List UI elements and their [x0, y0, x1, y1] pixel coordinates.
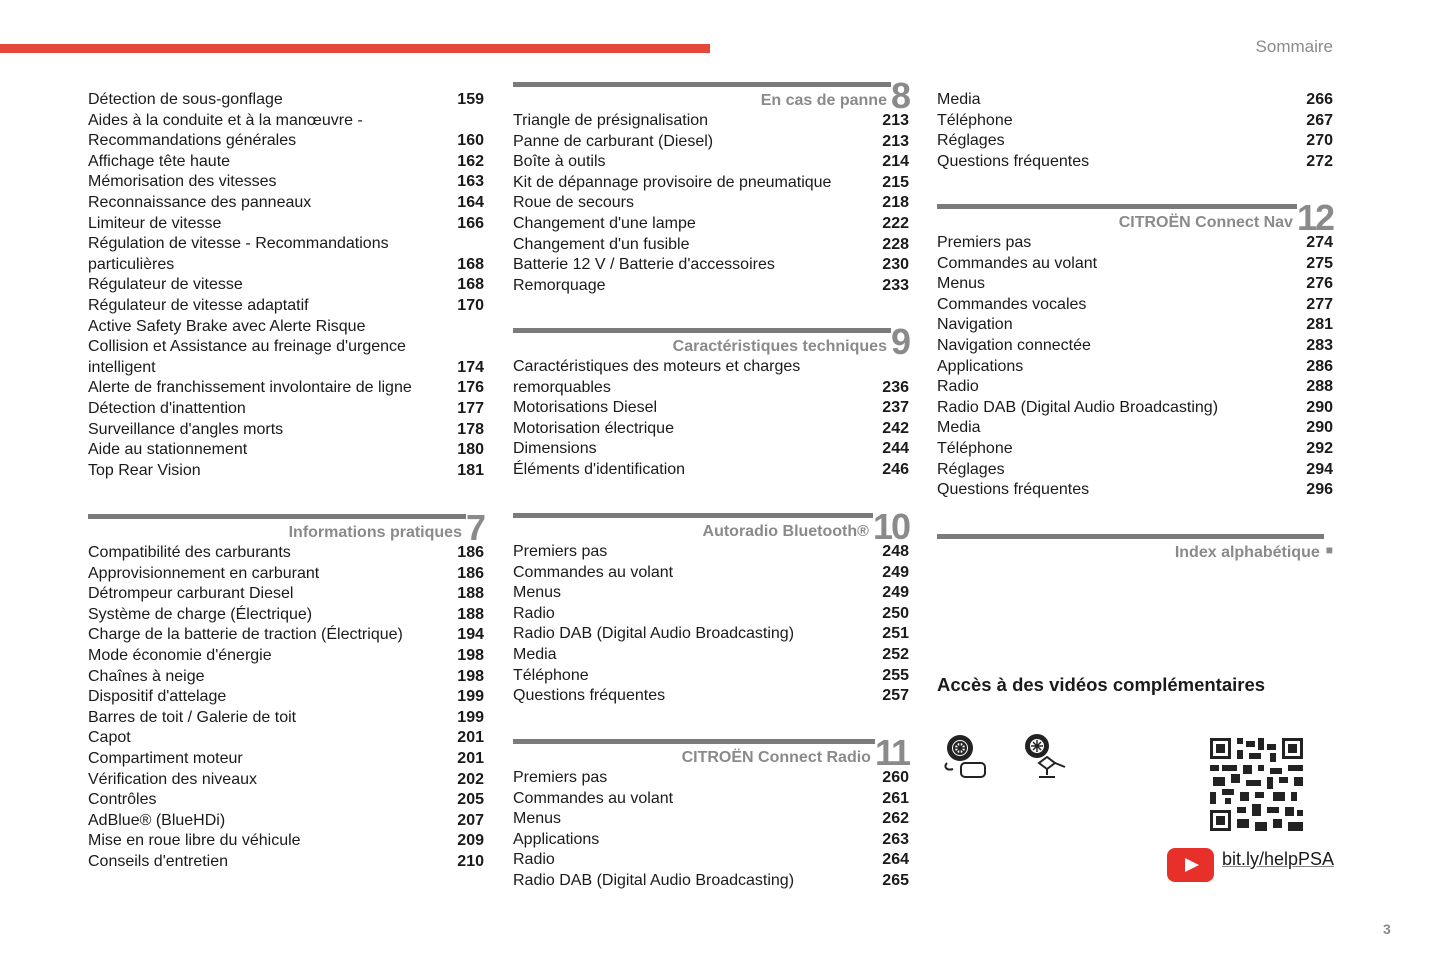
- toc-entry[interactable]: [937, 111, 1333, 132]
- toc-entry-page: 166: [457, 214, 484, 232]
- toc-entry-label: Aide au stationnement: [88, 441, 248, 459]
- toc-entry-label: Vérification des niveaux: [88, 770, 257, 788]
- section-title: CITROËN Connect Nav: [1118, 214, 1293, 231]
- toc-entry-page: 160: [457, 132, 484, 150]
- toc-entry[interactable]: [937, 152, 1333, 173]
- toc-entry-label: AdBlue® (BlueHDi): [88, 811, 226, 829]
- toc-entry-label: Menus: [937, 275, 986, 293]
- toc-entry-page: 202: [457, 770, 484, 788]
- toc-entry-page: 242: [882, 419, 909, 437]
- toc-entry-page: 286: [1306, 357, 1333, 375]
- toc-entry[interactable]: [88, 790, 484, 811]
- toc-entry[interactable]: [88, 749, 484, 770]
- toc-entry[interactable]: [513, 398, 909, 419]
- toc-entry[interactable]: [513, 583, 909, 604]
- toc-section-12: [937, 197, 1333, 501]
- section-header-left: [513, 82, 891, 111]
- toc-entry-label: Questions fréquentes: [513, 687, 666, 705]
- section-header-left: [513, 513, 873, 542]
- toc-entry-page: 201: [457, 749, 484, 767]
- toc-entry[interactable]: [88, 564, 484, 585]
- toc-entry-page: 248: [882, 543, 909, 560]
- toc-entry-label: Mode économie d'énergie: [88, 646, 272, 664]
- toc-entry-page: 180: [457, 441, 484, 459]
- section-title: Autoradio Bluetooth®: [702, 523, 869, 540]
- toc-entry-page: 207: [457, 811, 484, 829]
- toc-entry[interactable]: [88, 399, 484, 420]
- toc-entry[interactable]: [937, 90, 1333, 111]
- toc-entry-label: Radio: [513, 851, 555, 869]
- toc-entry[interactable]: [88, 667, 484, 688]
- toc-entry-label: Radio DAB (Digital Audio Broadcasting): [937, 398, 1219, 416]
- toc-entry-label: Caractéristiques des moteurs et charges: [513, 358, 801, 375]
- toc-entry[interactable]: [88, 852, 484, 873]
- toc-entry-page: 272: [1306, 152, 1333, 170]
- toc-section-10: [513, 506, 909, 707]
- toc-entry-label: Active Safety Brake avec Alerte Risque: [88, 317, 366, 335]
- page-section-label: Sommaire: [1255, 37, 1333, 56]
- toc-entry-label: Barres de toit / Galerie de toit: [88, 708, 297, 726]
- toc-entry-page: 281: [1306, 316, 1333, 334]
- toc-section-9: [513, 321, 909, 481]
- section-title: Informations pratiques: [288, 524, 462, 541]
- section-header: [937, 534, 1333, 563]
- toc-section-driving-aids: [88, 90, 484, 481]
- toc-entry[interactable]: [88, 234, 484, 255]
- toc-entry[interactable]: [513, 624, 909, 645]
- toc-entry-label: Système de charge (Électrique): [88, 605, 313, 623]
- toc-entry-label: Changement d'une lampe: [513, 214, 696, 232]
- toc-entry-page: 188: [457, 605, 484, 623]
- toc-entry-page: 164: [457, 193, 484, 211]
- toc-entry-page: 277: [1306, 295, 1333, 313]
- toc-entry[interactable]: [88, 625, 484, 646]
- toc-entry-label: Détrompeur carburant Diesel: [88, 585, 294, 603]
- toc-entry[interactable]: [88, 296, 484, 317]
- toc-entry-page: 159: [457, 91, 484, 108]
- toc-entry-label: Collision et Assistance au freinage d'urgence: [88, 338, 406, 356]
- toc-entry-label: Surveillance d'angles morts: [88, 420, 284, 438]
- section-number: 9: [890, 321, 909, 362]
- toc-entry[interactable]: [937, 439, 1333, 460]
- toc-entry-page: 267: [1306, 111, 1333, 129]
- toc-section-7: [88, 507, 484, 873]
- toc-entry-page: 255: [882, 666, 909, 684]
- toc-entry-label: Détection de sous-gonflage: [88, 91, 283, 108]
- toc-entry[interactable]: [513, 830, 909, 851]
- toc-entry-page: 210: [457, 852, 484, 870]
- toc-entry-label: Remorquage: [513, 276, 606, 294]
- toc-entry-label: Recommandations générales: [88, 132, 297, 150]
- toc-entry-page: 290: [1306, 419, 1333, 437]
- toc-entry-label: Applications: [513, 830, 600, 848]
- toc-entry[interactable]: [88, 728, 484, 749]
- section-header: [88, 507, 484, 548]
- toc-section-connect-radio-cont: [937, 90, 1333, 172]
- section-number: 11: [874, 732, 909, 773]
- toc-entry-label: Détection d'inattention: [88, 399, 246, 417]
- toc-entry-page: 209: [457, 832, 484, 850]
- section-number: 12: [1296, 197, 1333, 238]
- section-title: Caractéristiques techniques: [672, 338, 887, 355]
- toc-entry[interactable]: [88, 461, 484, 482]
- youtube-play-icon[interactable]: [1167, 848, 1214, 882]
- toc-entry-label: Aides à la conduite et à la manœuvre -: [88, 111, 363, 129]
- toc-entry-page: 181: [457, 461, 484, 479]
- section-title: En cas de panne: [760, 92, 887, 109]
- toc-entry[interactable]: [513, 809, 909, 830]
- toc-entry-label: Radio: [937, 378, 979, 396]
- videos-heading: Accès à des vidéos complémentaires: [937, 674, 1266, 695]
- toc-entry-label: Dimensions: [513, 440, 597, 458]
- toc-entry-label: Commandes au volant: [513, 789, 674, 807]
- toc-entry-page: 228: [882, 235, 909, 253]
- toc-entry[interactable]: [937, 315, 1333, 336]
- toc-entry-page: 178: [457, 420, 484, 438]
- toc-entry[interactable]: [513, 850, 909, 871]
- toc-entry-label: Charge de la batterie de traction (Électrique): [88, 626, 403, 644]
- toc-entry[interactable]: [88, 172, 484, 193]
- toc-entry-label: Réglages: [937, 460, 1005, 478]
- toc-entry[interactable]: [513, 604, 909, 625]
- section-divider: [513, 82, 891, 87]
- toc-entry-page: 176: [457, 379, 484, 397]
- toc-entry-page: 252: [882, 645, 909, 663]
- toc-entry[interactable]: [88, 111, 484, 132]
- toc-entry-page: 244: [882, 440, 909, 458]
- toc-entry-page: 199: [457, 688, 484, 706]
- section-header-left: [937, 534, 1324, 563]
- toc-entry-label: Mémorisation des vitesses: [88, 173, 277, 191]
- toc-entry[interactable]: [88, 708, 484, 729]
- toc-entry-page: 288: [1306, 378, 1333, 396]
- toc-entry-page: 246: [882, 460, 909, 478]
- toc-entry-page: 261: [882, 789, 909, 807]
- toc-entry[interactable]: [88, 420, 484, 441]
- toc-entry-label: Réglages: [937, 132, 1005, 150]
- toc-entry[interactable]: [937, 233, 1333, 254]
- toc-entry-page: 294: [1306, 460, 1333, 478]
- section-header-left: [88, 514, 466, 543]
- toc-entry-label: Premiers pas: [513, 769, 608, 786]
- toc-entry-label: Téléphone: [937, 439, 1013, 457]
- section-header: [937, 197, 1333, 238]
- toc-entry-label: Régulation de vitesse - Recommandations: [88, 235, 389, 253]
- toc-entry-label: Media: [937, 419, 981, 437]
- toc-entry-page: 275: [1306, 254, 1333, 272]
- toc-entry-page: 233: [882, 276, 909, 294]
- toc-entry[interactable]: [513, 419, 909, 440]
- toc-entry-label: Capot: [88, 729, 131, 747]
- toc-entry-page: 168: [457, 255, 484, 273]
- toc-entry-page: 162: [457, 152, 484, 170]
- toc-entry[interactable]: [513, 193, 909, 214]
- toc-entry-label: Alerte de franchissement involontaire de ligne: [88, 379, 412, 397]
- toc-entry-page: 236: [882, 378, 909, 396]
- toc-entry-label: Radio: [513, 604, 555, 622]
- toc-entry-label: Régulateur de vitesse: [88, 276, 243, 294]
- toc-entry-label: Roue de secours: [513, 194, 634, 212]
- toc-entry[interactable]: [88, 317, 484, 338]
- section-header: [513, 732, 909, 773]
- toc-entry[interactable]: [88, 131, 484, 152]
- toc-entry[interactable]: [937, 480, 1333, 501]
- toc-entry-page: 163: [457, 173, 484, 191]
- toc-entry[interactable]: [88, 811, 484, 832]
- toc-entry[interactable]: [937, 377, 1333, 398]
- toc-entry-label: Éléments d'identification: [513, 460, 686, 478]
- toc-entry-page: 276: [1306, 275, 1333, 293]
- toc-entry[interactable]: [513, 871, 909, 892]
- toc-entry-page: 237: [882, 399, 909, 417]
- toc-entry[interactable]: [88, 831, 484, 852]
- toc-entry-page: 213: [882, 132, 909, 150]
- toc-section-index[interactable]: [937, 534, 1333, 563]
- spare-wheel-jack-icon[interactable]: [1021, 733, 1071, 783]
- toc-entry-label: Triangle de présignalisation: [513, 112, 709, 129]
- toc-entry-label: Reconnaissance des panneaux: [88, 193, 312, 211]
- toc-entry-label: Téléphone: [513, 666, 589, 684]
- toc-entry[interactable]: [513, 235, 909, 256]
- toc-entry-page: 222: [882, 214, 909, 232]
- toc-entry[interactable]: [88, 646, 484, 667]
- toc-entry-label: Radio DAB (Digital Audio Broadcasting): [513, 871, 795, 889]
- toc-entry-label: Applications: [937, 357, 1024, 375]
- toc-entry-label: Limiteur de vitesse: [88, 214, 222, 232]
- section-divider: [937, 534, 1324, 539]
- toc-entry-label: Batterie 12 V / Batterie d'accessoires: [513, 256, 775, 274]
- toc-entry[interactable]: [937, 418, 1333, 439]
- toc-entry-label: Contrôles: [88, 791, 157, 809]
- section-title: Index alphabétique: [1174, 544, 1320, 561]
- toc-entry[interactable]: [88, 214, 484, 235]
- toc-entry[interactable]: [513, 173, 909, 194]
- toc-entry-page: 265: [882, 871, 909, 889]
- section-number: 10: [872, 506, 909, 547]
- toc-entry[interactable]: [88, 255, 484, 276]
- section-divider: [88, 514, 466, 519]
- toc-entry-page: 188: [457, 585, 484, 603]
- toc-entry-label: Chaînes à neige: [88, 667, 205, 685]
- toc-entry-label: remorquables: [513, 378, 611, 396]
- toc-entry-page: 249: [882, 563, 909, 581]
- toc-entry-label: Régulateur de vitesse adaptatif: [88, 296, 309, 314]
- toc-entry-label: Media: [937, 91, 981, 108]
- toc-entry-page: 264: [882, 851, 909, 869]
- toc-entry[interactable]: [937, 131, 1333, 152]
- toc-entry-page: 215: [882, 173, 909, 191]
- toc-entry-page: 218: [882, 194, 909, 212]
- toc-entry[interactable]: [937, 398, 1333, 419]
- toc-entry[interactable]: [88, 687, 484, 708]
- toc-entry-label: Navigation: [937, 316, 1013, 334]
- toc-entry-label: Questions fréquentes: [937, 481, 1090, 499]
- section-number: 7: [465, 507, 484, 548]
- toc-entry-label: Compatibilité des carburants: [88, 544, 291, 561]
- toc-entry-page: 205: [457, 791, 484, 809]
- toc-entry-page: 296: [1306, 481, 1333, 499]
- toc-entry-label: Dispositif d'attelage: [88, 688, 227, 706]
- toc-entry-page: 174: [457, 358, 484, 376]
- toc-entry-label: Menus: [513, 584, 562, 602]
- toc-entry[interactable]: [88, 358, 484, 379]
- toc-entry[interactable]: [513, 111, 909, 132]
- toc-entry-label: Approvisionnement en carburant: [88, 564, 320, 582]
- toc-entry-label: Commandes au volant: [513, 563, 674, 581]
- qr-code[interactable]: [1210, 738, 1303, 831]
- toc-entry-page: 199: [457, 708, 484, 726]
- toc-entry-page: 249: [882, 584, 909, 602]
- toc-entry-label: Questions fréquentes: [937, 152, 1090, 170]
- toc-entry-page: 262: [882, 810, 909, 828]
- toc-entry[interactable]: [88, 378, 484, 399]
- toc-section-8: [513, 75, 909, 296]
- toc-entry-page: 230: [882, 256, 909, 274]
- section-number: 8: [890, 75, 909, 116]
- toc-entry[interactable]: [937, 357, 1333, 378]
- toc-entry[interactable]: [513, 666, 909, 687]
- toc-entry-page: 257: [882, 687, 909, 705]
- toc-entry[interactable]: [88, 275, 484, 296]
- toc-entry[interactable]: [88, 90, 484, 111]
- toc-entry-label: Motorisations Diesel: [513, 399, 658, 417]
- toc-entry[interactable]: [513, 439, 909, 460]
- toc-entry-label: Téléphone: [937, 111, 1013, 129]
- section-header-left: [513, 328, 891, 357]
- toc-entry-label: Boîte à outils: [513, 153, 606, 171]
- tyre-repair-kit-icon[interactable]: [943, 733, 989, 783]
- toc-entry[interactable]: [88, 193, 484, 214]
- toc-entry-page: 201: [457, 729, 484, 747]
- toc-section-11: [513, 732, 909, 892]
- toc-entry-label: Commandes vocales: [937, 295, 1087, 313]
- toc-entry-label: Media: [513, 645, 557, 663]
- toc-entry-label: Radio DAB (Digital Audio Broadcasting): [513, 625, 795, 643]
- section-divider: [513, 513, 873, 518]
- toc-entry[interactable]: [513, 686, 909, 707]
- toc-entry-label: intelligent: [88, 358, 156, 376]
- toc-entry-label: Changement d'un fusible: [513, 235, 690, 253]
- section-title: CITROËN Connect Radio: [681, 749, 871, 766]
- toc-entry[interactable]: [513, 132, 909, 153]
- toc-entry[interactable]: [513, 255, 909, 276]
- toc-entry-label: Menus: [513, 810, 562, 828]
- toc-entry-label: Compartiment moteur: [88, 749, 243, 767]
- toc-entry-page: 250: [882, 604, 909, 622]
- toc-entry-page: 274: [1306, 234, 1333, 251]
- toc-entry[interactable]: [88, 605, 484, 626]
- toc-entry-label: particulières: [88, 255, 175, 273]
- toc-entry[interactable]: [937, 274, 1333, 295]
- toc-entry[interactable]: [513, 460, 909, 481]
- toc-entry[interactable]: [88, 440, 484, 461]
- toc-entry-label: Navigation connectée: [937, 336, 1091, 354]
- toc-entry[interactable]: [513, 214, 909, 235]
- toc-entry[interactable]: [513, 768, 909, 789]
- toc-entry-label: Panne de carburant (Diesel): [513, 132, 714, 150]
- toc-entry-label: Top Rear Vision: [88, 461, 201, 479]
- toc-entry-page: 198: [457, 667, 484, 685]
- toc-entry[interactable]: [513, 276, 909, 297]
- toc-entry-page: 186: [457, 544, 484, 561]
- toc-entry[interactable]: [513, 378, 909, 399]
- toc-entry-page: 260: [882, 769, 909, 786]
- toc-entry[interactable]: [88, 543, 484, 564]
- toc-entry[interactable]: [513, 152, 909, 173]
- toc-entry[interactable]: [513, 789, 909, 810]
- toc-entry[interactable]: [88, 337, 484, 358]
- section-divider: [513, 328, 891, 333]
- toc-entry-page: 266: [1306, 91, 1333, 108]
- section-header-left: [513, 739, 875, 768]
- section-header: [513, 75, 909, 116]
- toc-entry[interactable]: [513, 542, 909, 563]
- toc-entry-page: 292: [1306, 439, 1333, 457]
- toc-entry[interactable]: [937, 295, 1333, 316]
- section-header: [513, 321, 909, 362]
- toc-entry[interactable]: [513, 563, 909, 584]
- toc-entry-label: Conseils d'entretien: [88, 852, 229, 870]
- toc-entry-page: 177: [457, 399, 484, 417]
- square-bullet-icon: ■: [1325, 543, 1333, 557]
- toc-entry-page: 213: [882, 112, 909, 129]
- toc-entry-label: Premiers pas: [513, 543, 608, 560]
- section-divider: [513, 739, 875, 744]
- toc-entry-label: Motorisation électrique: [513, 419, 674, 437]
- section-header: [513, 506, 909, 547]
- toc-entry-label: Kit de dépannage provisoire de pneumatique: [513, 173, 832, 191]
- toc-entry[interactable]: [88, 770, 484, 791]
- accent-bar: [0, 44, 710, 53]
- toc-entry[interactable]: [88, 584, 484, 605]
- toc-entry[interactable]: [937, 460, 1333, 481]
- section-header-left: [937, 204, 1297, 233]
- help-video-link[interactable]: bit.ly/helpPSA: [1222, 849, 1335, 869]
- toc-entry[interactable]: [513, 357, 909, 378]
- toc-entry-label: Affichage tête haute: [88, 152, 231, 170]
- toc-entry-page: 186: [457, 564, 484, 582]
- toc-entry-page: 263: [882, 830, 909, 848]
- toc-entry-label: Commandes au volant: [937, 254, 1098, 272]
- section-divider: [937, 204, 1297, 209]
- toc-entry-page: 198: [457, 646, 484, 664]
- toc-entry[interactable]: [937, 336, 1333, 357]
- toc-entry[interactable]: [937, 254, 1333, 275]
- toc-entry-label: Premiers pas: [937, 234, 1032, 251]
- toc-entry[interactable]: [88, 152, 484, 173]
- toc-entry-page: 251: [882, 625, 909, 643]
- toc-entry-page: 290: [1306, 398, 1333, 416]
- toc-entry-page: 168: [457, 276, 484, 294]
- toc-entry-page: 283: [1306, 336, 1333, 354]
- toc-entry-label: Mise en roue libre du véhicule: [88, 832, 301, 850]
- toc-entry[interactable]: [513, 645, 909, 666]
- toc-entry-page: 214: [882, 153, 909, 171]
- toc-entry-page: 170: [457, 296, 484, 314]
- page-number: 3: [1383, 921, 1391, 937]
- toc-entry-page: 194: [457, 626, 484, 644]
- toc-entry-page: 270: [1306, 132, 1333, 150]
